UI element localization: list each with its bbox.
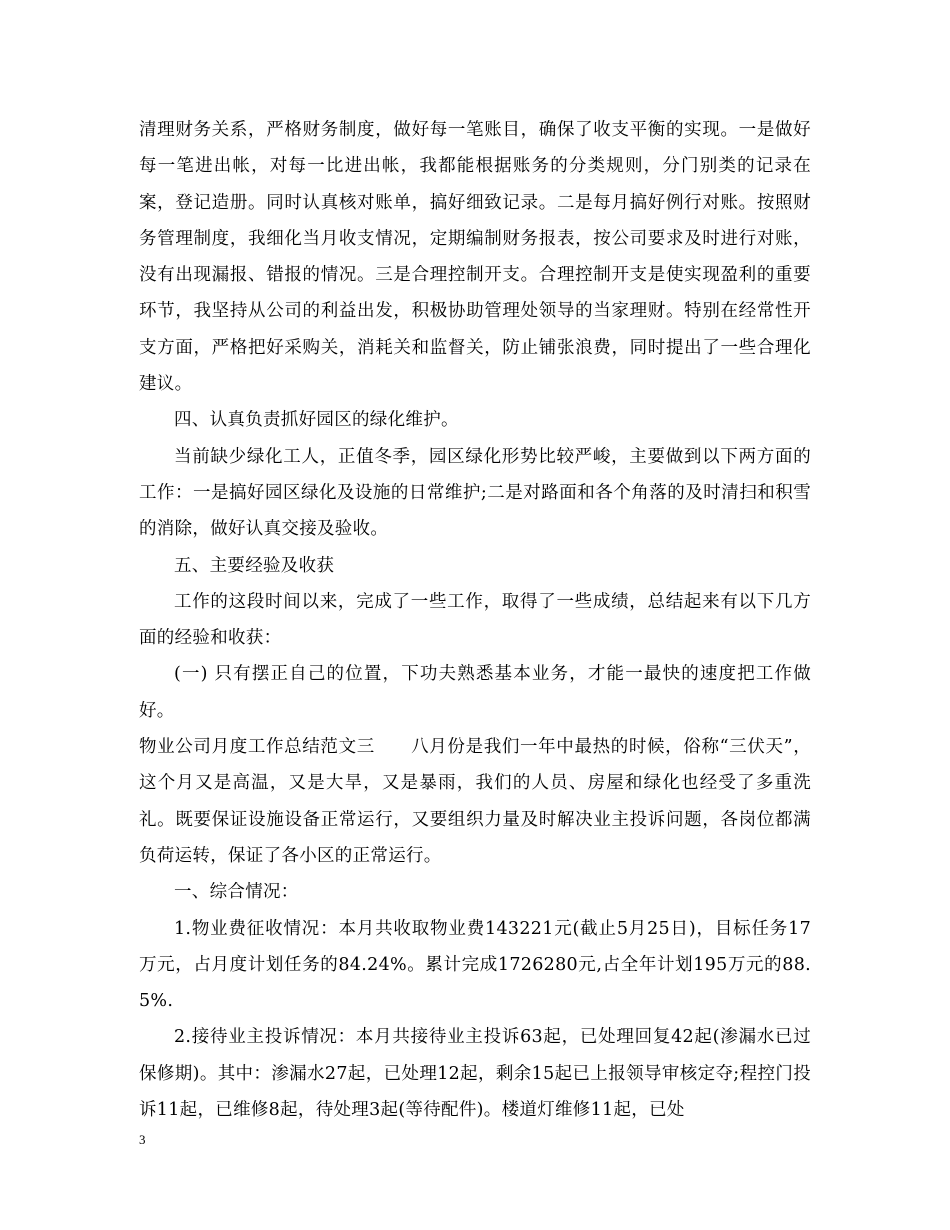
paragraph-complaints: 2.接待业主投诉情况：本月共接待业主投诉63起，已处理回复42起(渗漏水已过保修期)。其中：渗漏水27起，已处理12起，剩余15起已上报领导审核定夺;程控门投诉11起，已维修8起，待处理3起(等待配件)。楼道灯维修11起，已处 [139, 1027, 811, 1121]
heading-section-4: 四、认真负责抓好园区的绿化维护。 [174, 410, 459, 431]
paragraph-point-1: (一) 只有摆正自己的位置，下功夫熟悉基本业务，才能一最快的速度把工作做好。 [139, 664, 811, 721]
body-text [139, 112, 811, 1128]
heading-overview: 一、综合情况： [174, 882, 299, 903]
paragraph-fee-collection: 1.物业费征收情况：本月共收取物业费143221元(截止5月25日)，目标任务17万元，占月度计划任务的84.24%。累计完成1726280元,占全年计划195万元的88.5%. [139, 918, 811, 1012]
paragraph-finance: 清理财务关系，严格财务制度，做好每一笔账目，确保了收支平衡的实现。一是做好每一笔进出帐，对每一比进出帐，我都能根据账务的分类规则，分门别类的记录在案，登记造册。同时认真核对账单，搞好细致记录。二是每月搞好例行对账。按照财务管理制度，我细化当月收支情况，定期编制财务报表，按公司要求及时进行对账，没有出现漏报、错报的情况。三是合理控制开支。合理控制开支是使实现盈利的重要环节，我坚持从公司的利益出发，积极协助管理处领导的当家理财。特别在经常性开支方面，严格把好采购关，消耗关和监督关，防止铺张浪费，同时提出了一些合理化建议。 [139, 120, 811, 395]
page-number: 3 [139, 1132, 146, 1147]
paragraph-greening: 当前缺少绿化工人，正值冬季，园区绿化形势比较严峻，主要做到以下两方面的工作：一是搞好园区绿化及设施的日常维护;二是对路面和各个角落的及时清扫和积雪的消除，做好认真交接及验收。 [139, 446, 811, 540]
paragraph-sample-3: 物业公司月度工作总结范文三 八月份是我们一年中最热的时候，俗称“三伏天”，这个月又是高温，又是大旱，又是暴雨，我们的人员、房屋和绿化也经受了多重洗礼。既要保证设施设备正常运行，又要组织力量及时解决业主投诉问题，各岗位都满负荷运转，保证了各小区的正常运行。 [139, 737, 811, 866]
heading-section-5: 五、主要经验及收获 [174, 555, 335, 576]
paragraph-experience: 工作的这段时间以来，完成了一些工作，取得了一些成绩，总结起来有以下几方面的经验和收获： [139, 591, 811, 649]
